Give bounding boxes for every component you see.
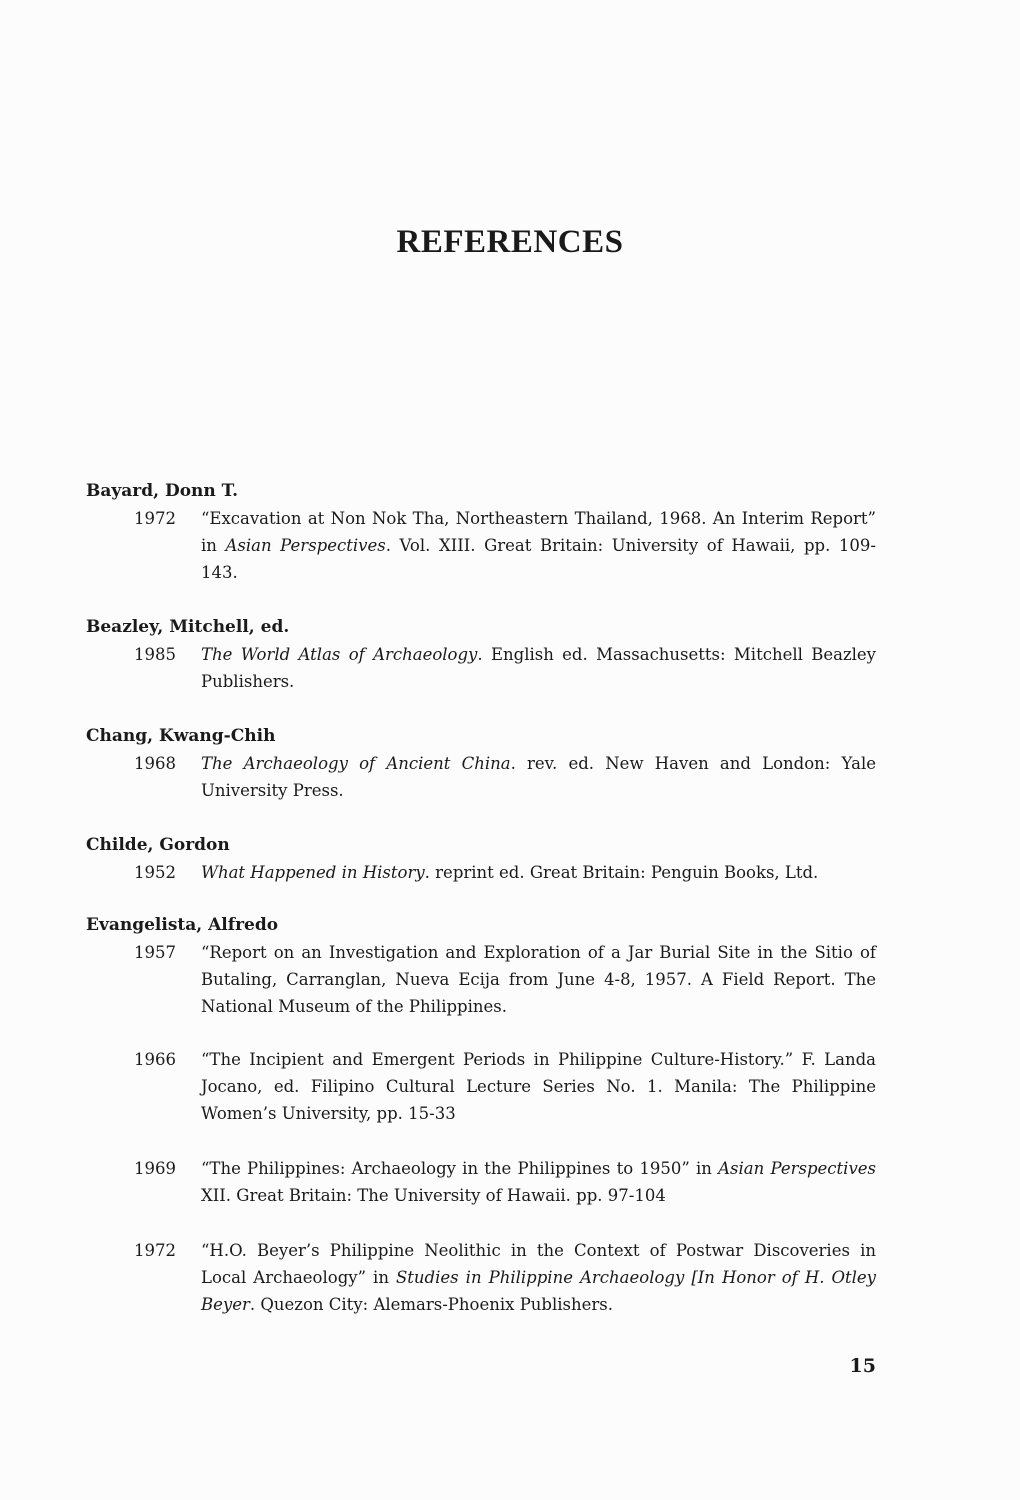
reference-citation xyxy=(201,939,876,1020)
reference-entry xyxy=(86,750,876,804)
reference-list xyxy=(86,450,876,1318)
reference-author: Chang, Kwang-Chih xyxy=(86,726,276,746)
citation-text: . English ed. Massachusetts: Mitchell Beazley Publishers. xyxy=(201,645,877,691)
reference-year: 1968 xyxy=(134,754,176,773)
reference-author: Bayard, Donn T. xyxy=(86,481,239,501)
citation-text: “Excavation at Non Nok Tha, Northeastern Thailand, 1968. An Interim Report” in xyxy=(201,509,876,555)
reference-citation xyxy=(201,1046,876,1127)
reference-entry xyxy=(86,1155,876,1209)
citation-text: . Vol. XIII. Great Britain: University of Hawaii, pp. 109-143. xyxy=(201,536,876,582)
reference-group xyxy=(86,723,876,804)
reference-entry xyxy=(86,939,876,1020)
reference-author: Childe, Gordon xyxy=(86,835,230,855)
citation-text: . rev. ed. New Haven and London: Yale University Press. xyxy=(201,754,876,800)
citation-text: . reprint ed. Great Britain: Penguin Books, Ltd. xyxy=(424,863,819,882)
reference-group xyxy=(86,912,876,1318)
citation-title-italic: Asian Perspectives xyxy=(718,1159,876,1178)
reference-year: 1952 xyxy=(134,863,176,882)
citation-title-italic: The Archaeology of Ancient China xyxy=(201,754,511,773)
citation-text: “The Philippines: Archaeology in the Philippines to 1950” in xyxy=(201,1159,719,1178)
citation-text: “Report on an Investigation and Exploration of a Jar Burial Site in the Sitio of Butaling, Carranglan, Nueva Ecija from June 4-8, 1957. A Field Report. The National Museum of the Philippines. xyxy=(201,943,876,1016)
reference-citation xyxy=(201,1237,876,1318)
citation-title-italic: Asian Perspectives xyxy=(225,536,386,555)
reference-group xyxy=(86,832,876,886)
citation-text: . Quezon City: Alemars-Phoenix Publishers. xyxy=(249,1295,613,1314)
reference-year: 1957 xyxy=(134,943,176,962)
reference-citation xyxy=(201,641,876,695)
reference-year: 1969 xyxy=(134,1159,176,1178)
page-number: 15 xyxy=(849,1355,876,1377)
page-title: REFERENCES xyxy=(396,224,624,260)
reference-author: Beazley, Mitchell, ed. xyxy=(86,617,290,637)
reference-entry xyxy=(86,1046,876,1127)
reference-year: 1985 xyxy=(134,645,176,664)
reference-entry xyxy=(86,641,876,695)
citation-text: “The Incipient and Emergent Periods in Philippine Culture-History.” F. Landa Jocano, ed. Filipino Cultural Lecture Series No. 1. Manila: The Philippine Women’s University, pp. 15-33 xyxy=(201,1050,876,1123)
reference-entry xyxy=(86,859,876,886)
reference-year: 1972 xyxy=(134,509,176,528)
citation-text: XII. Great Britain: The University of Hawaii. pp. 97-104 xyxy=(201,1186,666,1205)
reference-citation xyxy=(201,505,876,586)
citation-text: “H.O. Beyer’s Philippine Neolithic in the Context of Postwar Discoveries in Local Archaeology” in xyxy=(201,1241,876,1287)
citation-title-italic: What Happened in History xyxy=(201,863,425,882)
reference-year: 1966 xyxy=(134,1050,176,1069)
citation-title-italic: The World Atlas of Archaeology xyxy=(201,645,478,664)
reference-entry xyxy=(86,505,876,586)
reference-citation xyxy=(201,750,876,804)
reference-group xyxy=(86,478,876,586)
reference-author: Evangelista, Alfredo xyxy=(86,915,279,935)
reference-year: 1972 xyxy=(134,1241,176,1260)
citation-title-italic: Studies in Philippine Archaeology [In Honor of H. Otley Beyer xyxy=(201,1268,877,1314)
reference-entry xyxy=(86,1237,876,1318)
reference-citation xyxy=(201,1155,876,1209)
reference-citation xyxy=(201,859,876,886)
reference-group xyxy=(86,614,876,695)
